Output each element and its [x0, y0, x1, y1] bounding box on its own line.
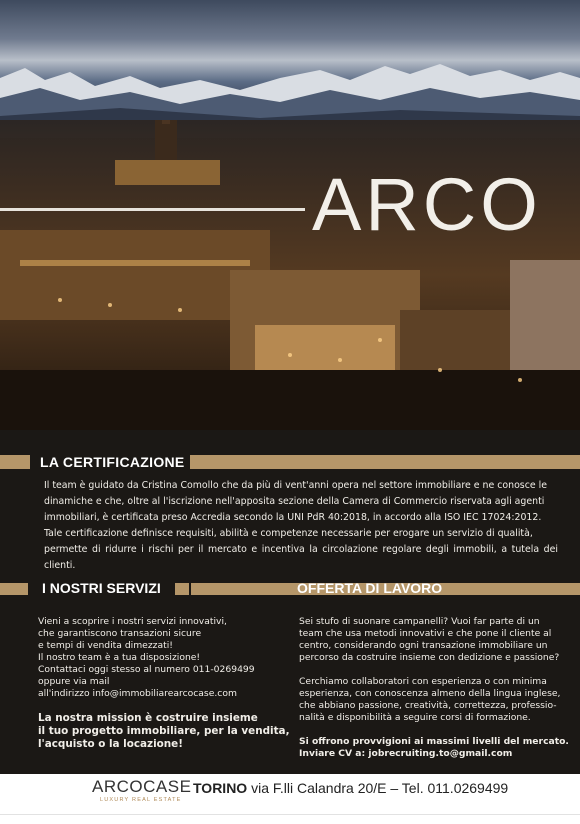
job-line: percorso da costruire insieme con dedizione e passione?: [299, 652, 560, 663]
services-line: Contattaci oggi stesso al numero 011-0269499: [38, 664, 255, 675]
job-line: che abbiano passione, creatività, correttezza, professio-: [299, 700, 557, 711]
services-line: oppure via mail: [38, 676, 110, 687]
arcocase-logo-tagline: LUXURY REAL ESTATE: [100, 797, 182, 803]
certification-line: immobiliari, è certificata preso Accredia secondo la UNI PdR 40:2018, in accordo alla ISO IEC 17024:2012.: [44, 512, 542, 523]
mission-line: il tuo progetto immobiliare, per la vendita,: [38, 725, 290, 737]
job-line: centro, considerando ogni transazione immobiliare un: [299, 640, 548, 651]
services-line: che garantiscono transazioni sicure: [38, 628, 202, 639]
footer-city: TORINO: [193, 780, 248, 796]
job-offer-column: [299, 616, 569, 760]
services-email-line: all'indirizzo info@immobiliarearcocase.com: [38, 688, 237, 699]
certification-line: dinamiche e che, oltre al l'iscrizione nell'apposita sezione della Camera di Commercio riservata agli agenti: [44, 496, 545, 507]
services-column: [38, 616, 290, 751]
arcocase-logo: ARCOCASE: [92, 777, 192, 796]
services-line: Il nostro team è a tua disposizione!: [38, 652, 201, 663]
job-line: Sei stufo di suonare campanelli? Vuoi far parte di un: [299, 616, 540, 627]
job-cta-line: Si offrono provvigioni ai massimi livelli del mercato.: [299, 736, 569, 747]
certification-text: [44, 478, 558, 574]
job-line: Cerchiamo collaboratori con esperienza o con minima: [299, 676, 547, 687]
footer-address-text: via F.lli Calandra 20/E – Tel. 011.0269499: [247, 780, 509, 796]
certification-title: LA CERTIFICAZIONE: [40, 454, 185, 470]
services-accent-bar-right: [175, 583, 189, 595]
certification-line: permette di ridurre i rischi per il mercato e incentiva la circolazione regolare degli immobili, a tutela dei clienti.: [44, 544, 558, 571]
brand-logo-word: ARCO: [312, 163, 542, 246]
footer-strip: [0, 814, 580, 824]
cert-accent-bar-right: [190, 455, 580, 469]
job-line: team che usa metodi innovativi e che pone il cliente al: [299, 628, 552, 639]
mission-line: La nostra mission è costruire insieme: [38, 712, 258, 724]
job-cta-email: Inviare CV a: jobrecruiting.to@gmail.com: [299, 748, 513, 759]
certification-line: Tale certificazione definisce requisiti, abilità e competenze necessarie per erogare un servizio di qualità,: [44, 528, 533, 539]
brand-rule: [0, 208, 305, 211]
cert-accent-bar-left: [0, 455, 30, 469]
job-line: nalità e disponibilità a seguire corsi di formazione.: [299, 712, 531, 723]
services-line: e tempi di vendita dimezzati!: [38, 640, 173, 651]
services-line: Vieni a scoprire i nostri servizi innovativi,: [38, 616, 227, 627]
footer-address: [193, 780, 508, 796]
services-title: I NOSTRI SERVIZI: [42, 580, 161, 596]
job-line: esperienza, con conoscenza almeno della lingua inglese,: [299, 688, 561, 699]
certification-line: Il team è guidato da Cristina Comollo che da più di vent'anni opera nel settore immobiliare e ne conosce le: [44, 480, 547, 491]
job-offer-title: OFFERTA DI LAVORO: [297, 580, 443, 596]
mission-line: l'acquisto o la locazione!: [38, 738, 183, 750]
services-accent-bar-left: [0, 583, 28, 595]
